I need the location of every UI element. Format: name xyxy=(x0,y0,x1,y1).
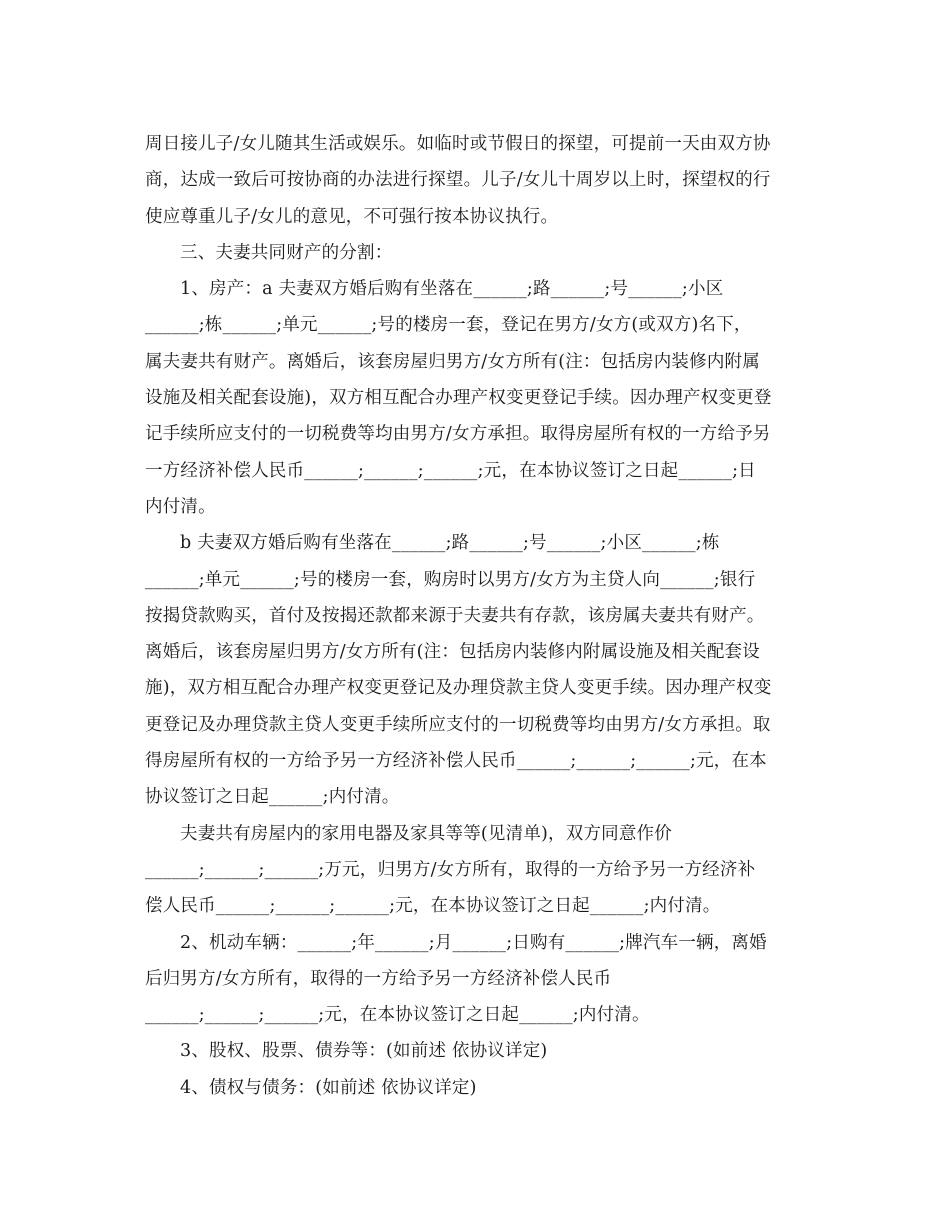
text-line: 设施及相关配套设施)，双方相互配合办理产权变更登记手续。因办理产权变更登 xyxy=(145,388,772,409)
text-line: 离婚后，该套房屋归男方/女方所有(注：包括房内装修内附属设施及相关配套设 xyxy=(145,642,760,663)
text-line: ______;______;______;元，在本协议签订之日起______;内付清。 xyxy=(145,1005,650,1026)
text-line: 商，达成一致后可按协商的办法进行探望。儿子/女儿十周岁以上时，探望权的行 xyxy=(145,170,771,191)
document-page xyxy=(145,126,805,1106)
text-line: 后归男方/女方所有，取得的一方给予另一方经济补偿人民币 xyxy=(145,968,612,989)
text-line: 记手续所应支付的一切税费等均由男方/女方承担。取得房屋所有权的一方给予另 xyxy=(145,424,771,445)
text-line: b 夫妻双方婚后购有坐落在______;路______;号______;小区______;栋 xyxy=(180,533,720,554)
text-line: 按揭贷款购买，首付及按揭还款都来源于夫妻共有存款，该房属夫妻共有财产。 xyxy=(145,605,765,626)
text-line: 三、夫妻共同财产的分割： xyxy=(180,242,393,263)
text-line: ______;栋______;单元______;号的楼房一套，登记在男方/女方(或双方)名下， xyxy=(145,315,752,336)
text-line: 2、机动车辆：______;年______;月______;日购有______;牌汽车一辆，离婚 xyxy=(180,932,767,953)
text-line: 周日接儿子/女儿随其生活或娱乐。如临时或节假日的探望，可提前一天由双方协 xyxy=(145,134,771,154)
text-line: 4、债权与债务：(如前述 依协议详定) xyxy=(180,1077,477,1098)
text-line: 更登记及办理贷款主贷人变更手续所应支付的一切税费等均由男方/女方承担。取 xyxy=(145,714,771,735)
text-line: ______;单元______;号的楼房一套，购房时以男方/女方为主贷人向______;银行 xyxy=(145,569,756,590)
text-line: 内付清。 xyxy=(145,496,216,517)
text-line: 属夫妻共有财产。离婚后，该套房屋归男方/女方所有(注：包括房内装修内附属 xyxy=(145,351,760,372)
text-line: 施)，双方相互配合办理产权变更登记及办理贷款主贷人变更手续。因办理产权变 xyxy=(145,678,772,699)
text-line: 得房屋所有权的一方给予另一方经济补偿人民币______;______;______;元，在本 xyxy=(145,751,767,772)
text-line: 使应尊重儿子/女儿的意见，不可强行按本协议执行。 xyxy=(145,206,559,227)
text-line: 3、股权、股票、债券等：(如前述 依协议详定) xyxy=(180,1041,548,1062)
text-line: 夫妻共有房屋内的家用电器及家具等等(见清单)，双方同意作价 xyxy=(180,823,672,844)
text-line: ______;______;______;万元，归男方/女方所有，取得的一方给予另一方经济补 xyxy=(145,859,756,880)
text-line: 偿人民币______;______;______;元，在本协议签订之日起______;内付清。 xyxy=(145,896,721,917)
text-line: 1、房产：a 夫妻双方婚后购有坐落在______;路______;号______;小区 xyxy=(180,279,724,300)
text-line: 协议签订之日起______;内付清。 xyxy=(145,787,400,808)
text-line: 一方经济补偿人民币______;______;______;元，在本协议签订之日起______;日 xyxy=(145,460,756,481)
